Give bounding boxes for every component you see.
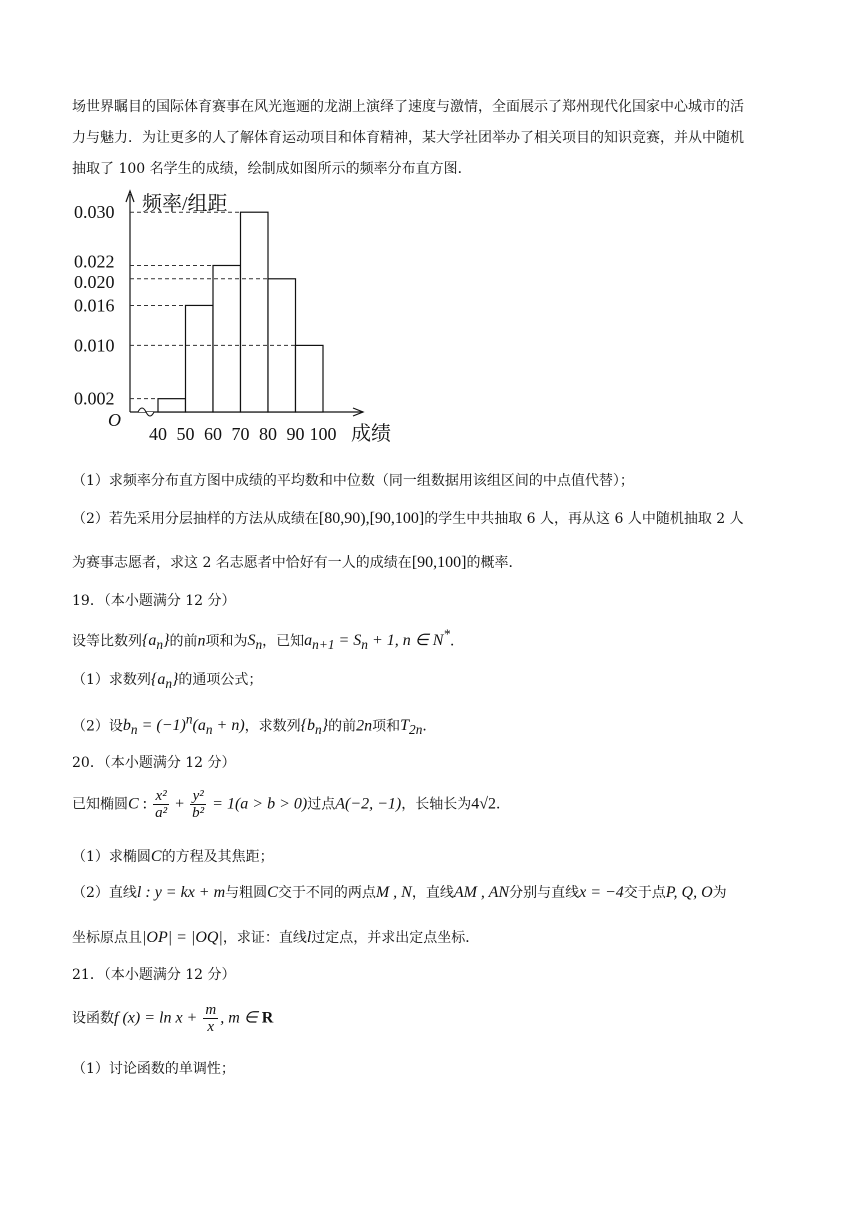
y-tick-label: 0.010 — [74, 335, 115, 356]
q19-p2-2n: 2n — [356, 717, 373, 735]
q19-eq-a-sub: n+1 — [312, 637, 335, 653]
q20-p2-MN: M , N — [375, 884, 412, 901]
q20-p2-b: 与粗圆 — [225, 885, 268, 901]
q19-p1-a: （1）求数列 — [72, 672, 151, 688]
q19-p2-b-sub: n — [130, 722, 138, 738]
q19-eq-S-sub: n — [361, 637, 368, 653]
y-tick-label: 0.022 — [74, 251, 115, 272]
q20-p2-h: 坐标原点且 — [72, 930, 142, 946]
q19-S-sub: n — [255, 637, 263, 653]
q20-p2-e: 分别与直线 — [509, 885, 580, 901]
q19-p2-seq: {b — [300, 717, 316, 735]
q19-p2-T — [400, 717, 423, 738]
x-tick-label: 60 — [204, 424, 222, 444]
q19-p2-T-sub: 2n — [409, 722, 423, 738]
q20-p2-a: （2）直线 — [72, 885, 137, 901]
q21-stem — [72, 1002, 273, 1035]
q19-stem-b: 的前 — [169, 633, 198, 650]
histogram-bar — [213, 265, 241, 412]
q21-rest: , m ∈ — [220, 1009, 262, 1027]
q21-part1: （1）讨论函数的单调性； — [72, 1061, 235, 1077]
q20-frac-y-num: y² — [190, 788, 206, 805]
histogram-bar — [186, 305, 214, 412]
intro-line-2: 力与魅力．为让更多的人了解体育运动项目和体育精神，某大学社团举办了相关项目的知识竞赛，并从中随机 — [72, 130, 744, 146]
x-axis-title: 成绩 — [351, 423, 391, 445]
q19-p2-eq: = (−1) — [137, 717, 186, 735]
q20-frac-x-num: x² — [153, 788, 169, 805]
q18-interval-90-100: [90,100] — [369, 510, 425, 527]
q20-p2-g: 为 — [712, 885, 727, 901]
q18-sep: , — [365, 510, 370, 527]
q20-part1 — [72, 846, 274, 866]
q19-header: 19．（本小题满分 12 分） — [72, 593, 236, 609]
q19-p2-a: （2）设 — [72, 718, 123, 735]
q21-frac-num: m — [205, 1002, 217, 1018]
q19-p2-T-letter: T — [400, 717, 410, 735]
y-tick-label: 0.002 — [74, 388, 115, 409]
intro-line-3: 抽取了 100 名学生的成绩，绘制成如图所示的频率分布直方图． — [72, 161, 472, 177]
q19-seq-a — [142, 632, 170, 653]
q18-part2-text-d: 的概率． — [466, 555, 523, 571]
q19-seq-close: } — [163, 632, 170, 650]
q19-part1 — [72, 669, 262, 692]
q20-frac-y-den: b² — [192, 805, 205, 821]
q19-p2-c: ，求数列 — [244, 718, 301, 735]
q18-part2-line1 — [72, 508, 744, 528]
q19-p2-d: 的前 — [328, 718, 357, 735]
q19-p2-seq-b — [300, 717, 329, 738]
q19-part2 — [72, 712, 436, 739]
q18-interval-80-90: [80,90) — [318, 510, 366, 527]
q19-eq-mid: = — [334, 632, 354, 650]
q20-p2-j: 过定点，并求出定点坐标． — [311, 930, 480, 946]
q20-p1-a: （1）求椭圆 — [72, 849, 151, 865]
q19-S: S — [247, 632, 256, 650]
q18-interval-90-100-b: [90,100] — [411, 554, 467, 571]
q19-p2-exp: n — [185, 712, 193, 727]
q19-p1-seq-sub: n — [165, 676, 172, 692]
q19-Sn — [247, 632, 263, 653]
y-axis-title: 频率/组距 — [142, 193, 228, 215]
histogram-bar — [158, 399, 186, 412]
q19-p2-f: ． — [422, 718, 437, 735]
q19-eq-end: ． — [450, 633, 465, 650]
q20-stem-c: ，长轴长为 — [401, 796, 472, 813]
q19-n: n — [197, 632, 206, 650]
intro-line-1: 场世界瞩目的国际体育赛事在风光迤逦的龙湖上演绎了速度与激情，全面展示了郑州现代化国家中心城市的活 — [72, 99, 744, 115]
q18-part2-text-b: 的学生中共抽取 6 人，再从这 6 人中随机抽取 2 人 — [424, 511, 744, 527]
q20-frac-x — [153, 788, 169, 821]
q20-p2-c: 交于不同的两点 — [277, 885, 376, 901]
q20-major-axis: 4√2 — [471, 795, 497, 813]
q19-p2-b: b — [122, 717, 131, 735]
q21-f: f (x) = ln x + — [114, 1009, 202, 1027]
q20-eq-rest: = 1(a > b > 0) — [208, 795, 308, 813]
q21-R: R — [261, 1009, 274, 1027]
x-tick-label: 40 — [149, 424, 167, 444]
q20-p2-abs: |OP| = |OQ| — [142, 929, 223, 946]
q20-C: C — [128, 795, 139, 813]
q20-colon: : — [138, 795, 152, 813]
q20-p2-AMAN: AM , AN — [453, 884, 510, 901]
q20-frac-y — [190, 788, 206, 821]
q18-part2-text-a: （2）若先采用分层抽样的方法从成绩在 — [72, 511, 319, 527]
q19-p1-b: 的通项公式； — [178, 672, 263, 688]
x-tick-label: 50 — [176, 424, 195, 444]
q20-p2-PQO: P, Q, O — [665, 884, 713, 901]
q19-stem-a: 设等比数列 — [72, 633, 142, 650]
q19-p2-paren: (a — [192, 717, 206, 735]
q19-equation — [304, 627, 451, 653]
q19-eq-S: S — [353, 632, 362, 650]
q20-p2-l: l — [306, 929, 312, 946]
q20-p1-C: C — [150, 848, 162, 865]
q19-stem — [72, 627, 464, 654]
q20-point-A: A(−2, −1) — [335, 795, 402, 813]
q20-p2-i: ，求证：直线 — [222, 930, 307, 946]
q20-stem — [72, 788, 510, 821]
q19-eq-star: * — [443, 627, 451, 642]
q19-seq-a-text: {a — [142, 632, 157, 650]
q19-p2-seq-sub: n — [315, 722, 322, 738]
y-tick-label: 0.016 — [74, 295, 115, 316]
q18-part2-text-c: 为赛事志愿者，求这 2 名志愿者中恰好有一人的成绩在 — [72, 555, 412, 571]
q20-part2-line1 — [72, 882, 727, 902]
q20-plus: + — [171, 795, 189, 813]
q20-header: 20．（本小题满分 12 分） — [72, 755, 236, 771]
histogram-bar — [241, 212, 269, 412]
q19-eq-a: a — [304, 632, 313, 650]
q19-p2-paren-sub: n — [205, 722, 213, 738]
q19-stem-c: 项和为 — [205, 633, 248, 650]
histogram-bar — [296, 345, 324, 412]
q19-p1-seq-close: } — [172, 671, 179, 688]
y-tick-label: 0.020 — [74, 271, 115, 292]
q21-frac — [203, 1002, 218, 1035]
q21-header: 21．（本小题满分 12 分） — [72, 967, 236, 983]
q19-p1-seq — [150, 671, 179, 692]
q19-p2-seq-close: } — [321, 717, 329, 735]
q20-stem-a: 已知椭圆 — [72, 796, 128, 813]
q20-stem-b: 过点 — [307, 796, 336, 813]
q20-p2-line: l : y = kx + m — [136, 884, 226, 901]
q20-p2-x: x = −4 — [579, 884, 624, 901]
x-tick-label: 100 — [309, 424, 337, 444]
q20-p2-f: 交于点 — [623, 885, 666, 901]
x-tick-label: 80 — [259, 424, 277, 444]
x-tick-label: 70 — [231, 424, 250, 444]
q19-eq-rest: + 1, n ∈ N — [367, 632, 444, 650]
q20-p2-C: C — [267, 884, 278, 901]
q20-p1-b: 的方程及其焦距； — [161, 849, 274, 865]
axis-break-mark — [138, 408, 154, 416]
q18-part2-line2 — [72, 552, 522, 572]
frequency-histogram — [72, 186, 402, 458]
q21-stem-a: 设函数 — [72, 1010, 114, 1027]
q19-p1-seq-text: {a — [150, 671, 166, 688]
q19-seq-a-sub: n — [156, 637, 164, 653]
q20-frac-x-den: a² — [155, 805, 168, 821]
y-tick-label: 0.030 — [74, 202, 115, 223]
q20-p2-d: ，直线 — [411, 885, 454, 901]
q21-frac-den: x — [207, 1019, 215, 1035]
q20-stem-end: ． — [496, 796, 511, 813]
q19-p2-paren-end: + n) — [212, 717, 245, 735]
q19-stem-d: ，已知 — [262, 633, 305, 650]
q19-p2-e: 项和 — [372, 718, 401, 735]
q19-p2-bn-def — [122, 712, 245, 738]
q20-part2-line2 — [72, 927, 479, 947]
q18-part1: （1）求频率分布直方图中成绩的平均数和中位数（同一组数据用该组区间的中点值代替）； — [72, 473, 634, 489]
origin-label: O — [108, 410, 121, 430]
x-tick-label: 90 — [286, 424, 305, 444]
